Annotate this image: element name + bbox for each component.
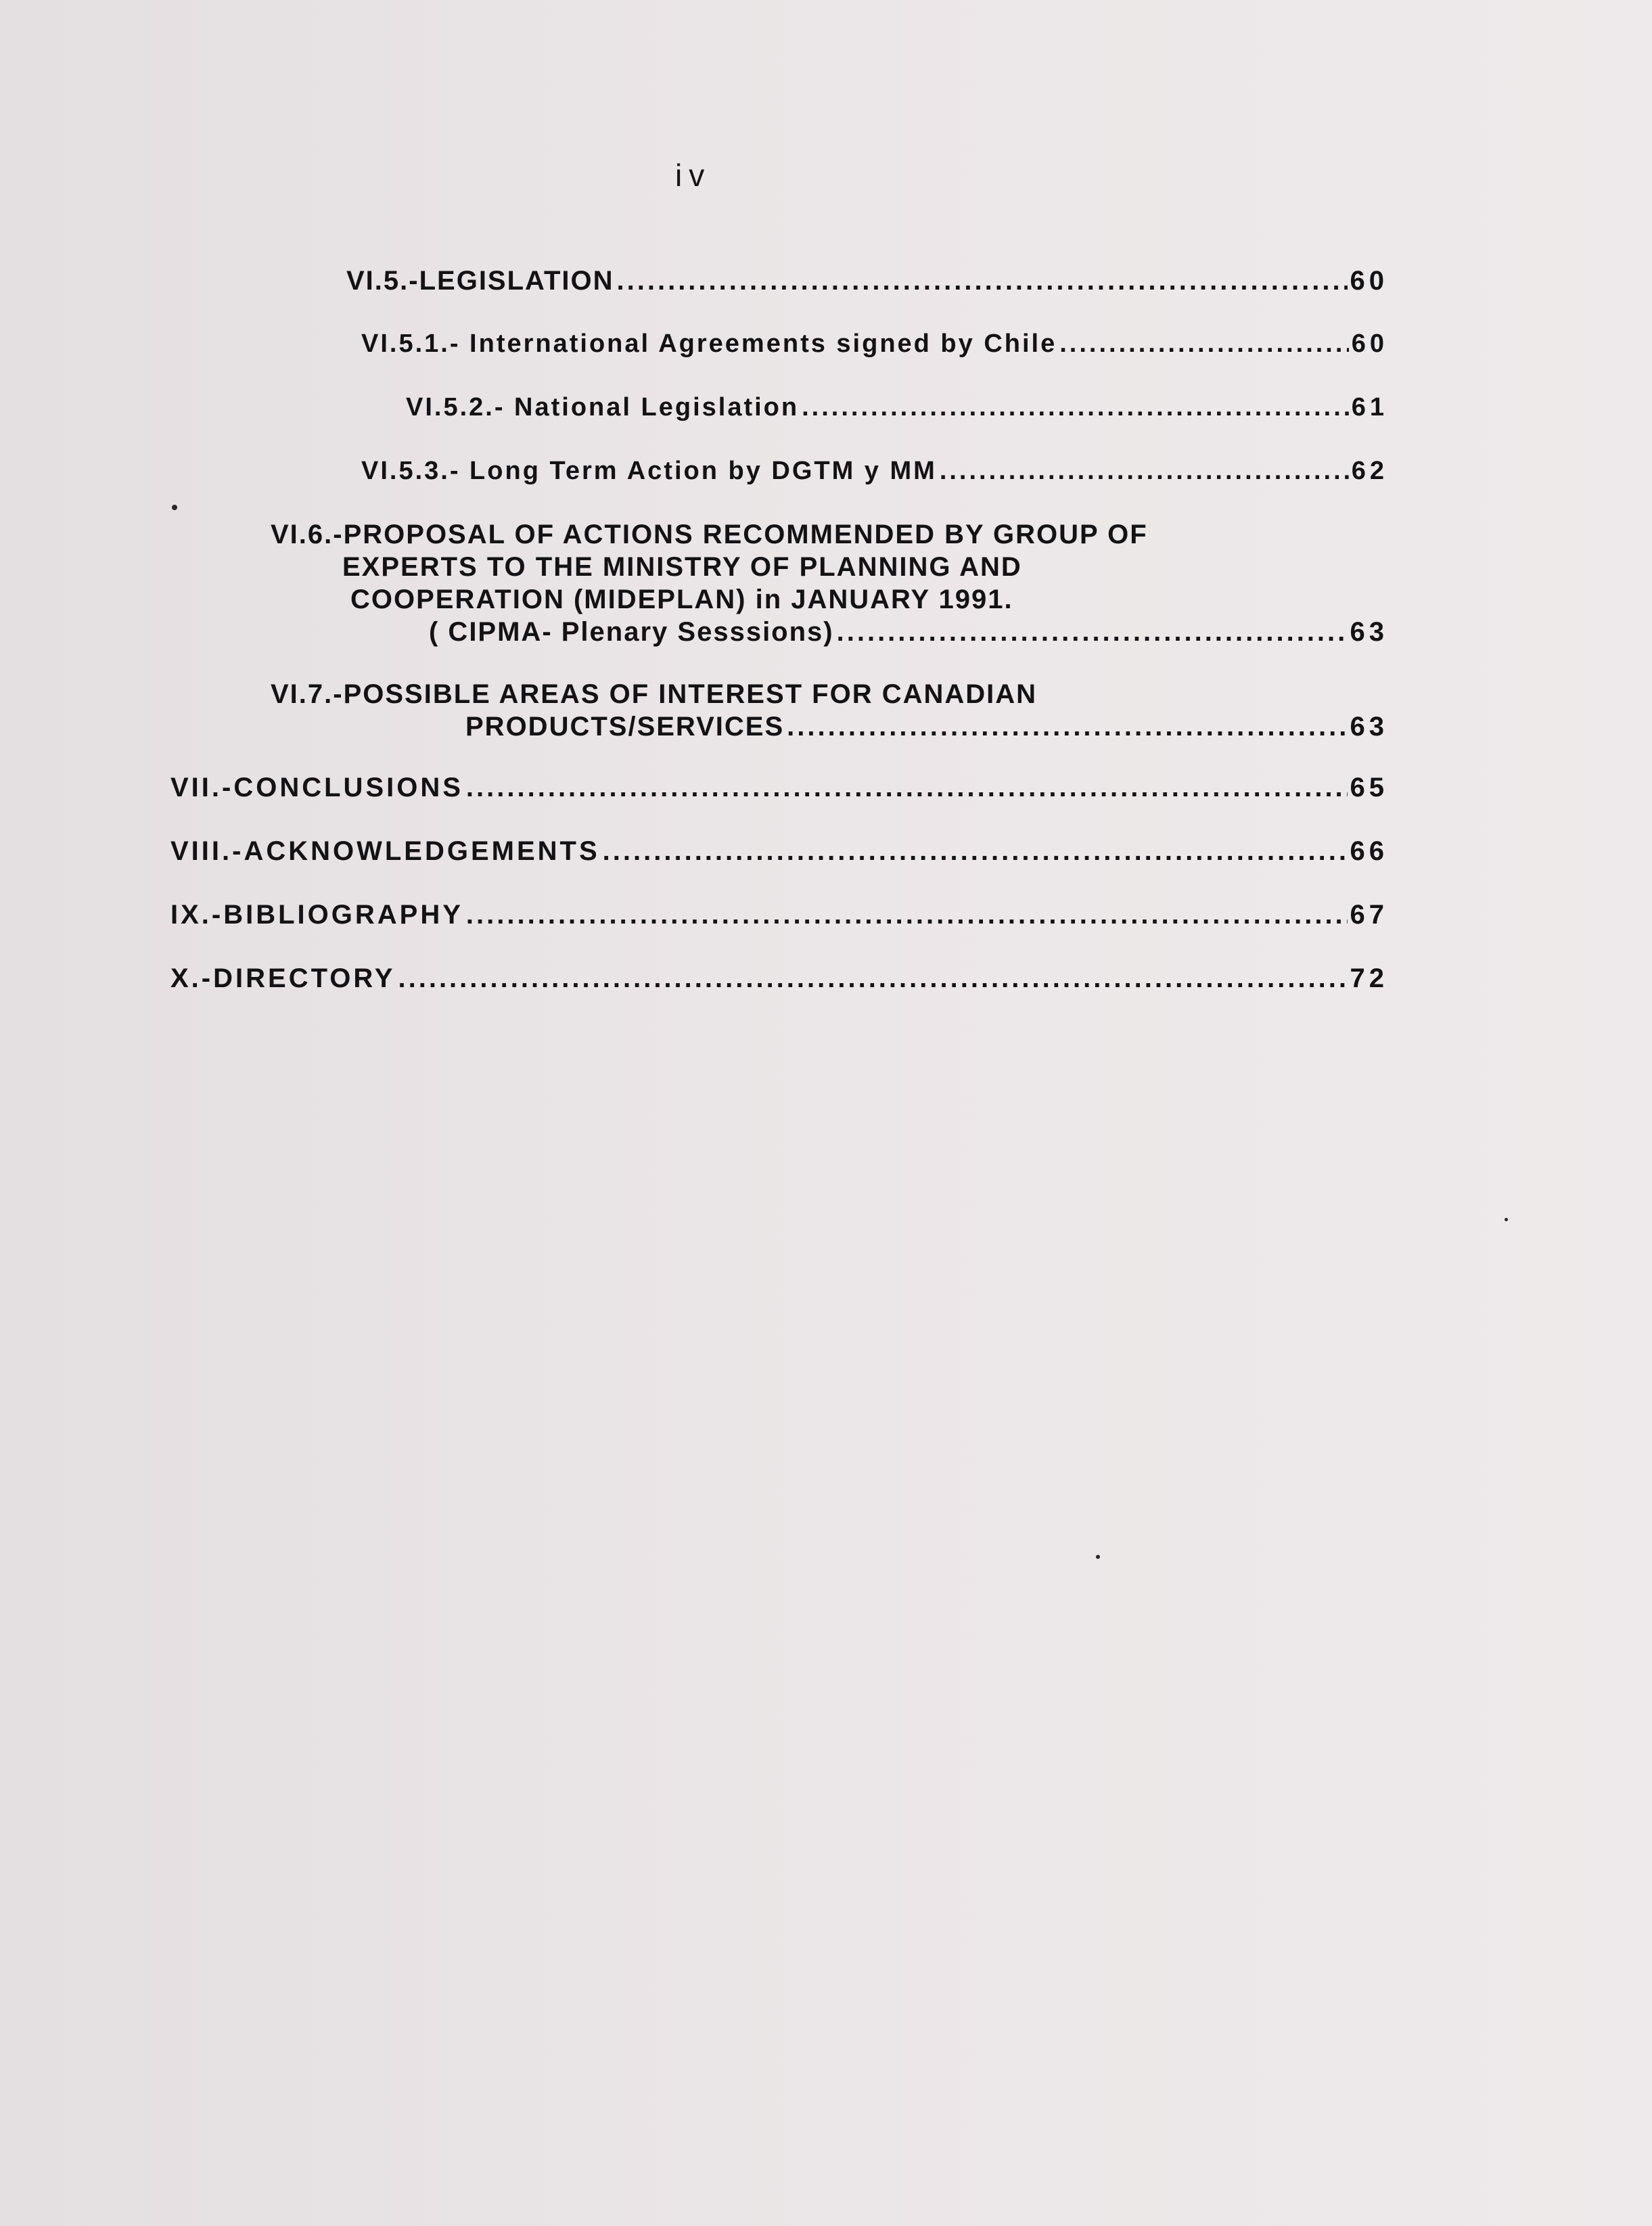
toc-entry-vii xyxy=(170,771,1388,804)
toc-leader-dots xyxy=(603,835,1348,867)
toc-entry-vi5 xyxy=(346,265,1388,297)
toc-entry-ix xyxy=(170,899,1388,931)
toc-label: VI.5.2.- National Legislation xyxy=(406,393,800,422)
toc-entry-vi52 xyxy=(406,391,1388,424)
toc-entry-vi51 xyxy=(361,327,1388,360)
toc-entry-vi6 xyxy=(271,518,1388,648)
toc-label: ACKNOWLEDGEMENTS xyxy=(244,836,600,866)
toc-leader-dots xyxy=(398,962,1347,995)
toc-leader-dots xyxy=(617,265,1348,297)
scan-speck xyxy=(172,505,177,510)
toc-page-number: 65 xyxy=(1350,773,1388,802)
toc-section-number: X.- xyxy=(170,963,214,993)
toc-label: BIBLIOGRAPHY xyxy=(223,900,463,930)
toc-label: CONCLUSIONS xyxy=(233,773,463,802)
toc-label-line: ( CIPMA- Plenary Sesssions) xyxy=(429,617,834,647)
toc-entry-viii xyxy=(170,835,1388,867)
toc-section-number: VIII.- xyxy=(170,836,244,866)
toc-entry-vi53 xyxy=(361,455,1388,487)
toc-label: VI.5.-LEGISLATION xyxy=(346,266,614,296)
toc-leader-dots xyxy=(466,771,1348,804)
toc-section-number: IX.- xyxy=(170,900,224,930)
toc-label-last-line xyxy=(271,616,1388,648)
toc-page-number: 63 xyxy=(1350,617,1388,647)
toc-leader-dots xyxy=(802,391,1349,424)
toc-label: VI.5.3.- Long Term Action by DGTM y MM xyxy=(361,457,937,485)
toc-leader-dots xyxy=(787,710,1347,743)
toc-label: VI.5.1.- International Agreements signed by Chile xyxy=(361,330,1057,358)
toc-page-number: 67 xyxy=(1350,900,1388,930)
scan-speck xyxy=(1505,1218,1508,1221)
toc-page-number: 63 xyxy=(1350,712,1388,742)
toc-label-line: EXPERTS TO THE MINISTRY OF PLANNING AND xyxy=(342,552,1022,582)
toc-entry-x xyxy=(170,962,1388,995)
toc-leader-dots xyxy=(940,455,1349,487)
toc-label-last-line xyxy=(271,710,1388,743)
toc-entry-vi7 xyxy=(271,678,1388,743)
toc-page-number: 61 xyxy=(1351,393,1388,422)
toc-leader-dots xyxy=(837,616,1348,648)
toc-label: DIRECTORY xyxy=(213,963,396,993)
toc-page-number: 72 xyxy=(1350,963,1388,993)
toc-page-number: 60 xyxy=(1350,266,1388,296)
toc-label-line: PRODUCTS/SERVICES xyxy=(465,712,785,742)
toc-label-line: VI.6.-PROPOSAL OF ACTIONS RECOMMENDED BY GROUP OF xyxy=(271,520,1148,549)
toc-leader-dots xyxy=(466,899,1348,931)
toc-page-number: 66 xyxy=(1350,836,1388,866)
toc-page-number: 60 xyxy=(1351,330,1388,358)
toc-section-number: VII.- xyxy=(170,773,234,802)
toc-leader-dots xyxy=(1059,327,1348,360)
scan-speck xyxy=(1096,1555,1100,1559)
toc-page-number: 62 xyxy=(1351,457,1388,485)
page-number: iv xyxy=(675,158,712,193)
toc-label-line: VI.7.-POSSIBLE AREAS OF INTEREST FOR CANADIAN xyxy=(271,679,1038,709)
toc-label-line: COOPERATION (MIDEPLAN) in JANUARY 1991. xyxy=(350,585,1013,614)
